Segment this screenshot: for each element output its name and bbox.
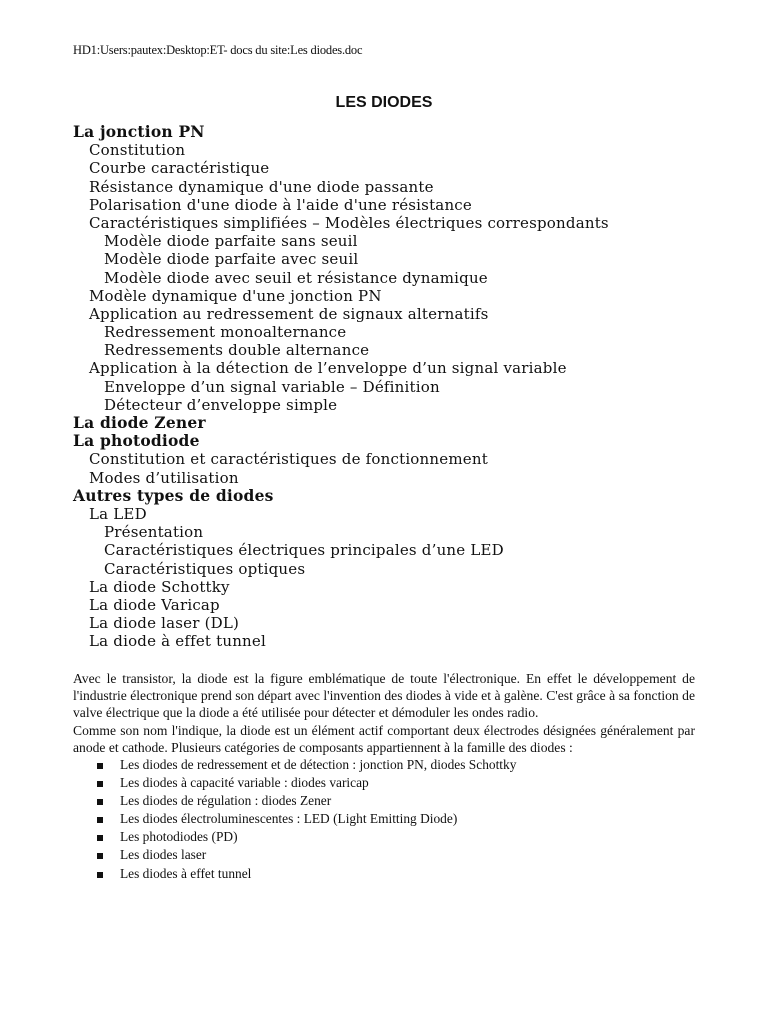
list-item-text: Les photodiodes (PD): [120, 829, 238, 845]
list-item: [73, 810, 695, 828]
list-item-text: Les diodes à effet tunnel: [120, 865, 252, 881]
square-bullet-icon: [97, 781, 103, 787]
toc-item: La LED: [89, 504, 147, 523]
toc-item: Détecteur d’enveloppe simple: [104, 395, 338, 414]
toc-heading: Autres types de diodes: [73, 485, 274, 505]
body-text: [73, 670, 695, 883]
list-item: [73, 792, 695, 810]
square-bullet-icon: [97, 763, 103, 769]
file-path-header: HD1:Users:pautex:Desktop:ET- docs du site:Les diodes.doc: [73, 43, 363, 57]
toc-item: Modèle diode avec seuil et résistance dynamique: [104, 268, 488, 287]
list-item: [73, 846, 695, 864]
toc-item: Redressement monoalternance: [104, 323, 347, 342]
toc-item: Présentation: [104, 523, 204, 542]
list-item-text: Les diodes de régulation : diodes Zener: [120, 793, 332, 809]
diode-categories-list: [73, 756, 695, 883]
toc-heading: La diode Zener: [73, 413, 206, 432]
toc-item: Modèle dynamique d'une jonction PN: [89, 286, 382, 305]
toc-item: Caractéristiques optiques: [104, 559, 306, 578]
square-bullet-icon: [97, 799, 103, 805]
toc-item: Redressements double alternance: [104, 341, 370, 360]
toc-item: Application au redressement de signaux alternatifs: [89, 304, 489, 323]
toc-item: Modèle diode parfaite avec seuil: [104, 250, 359, 269]
square-bullet-icon: [97, 835, 103, 841]
square-bullet-icon: [97, 853, 103, 859]
list-item-text: Les diodes électroluminescentes : LED (Light Emitting Diode): [120, 811, 458, 827]
list-item-text: Les diodes de redressement et de détection : jonction PN, diodes Schottky: [120, 757, 517, 773]
list-item: [73, 865, 695, 883]
toc-item: La diode à effet tunnel: [89, 632, 266, 651]
toc-item: Constitution: [89, 141, 186, 160]
list-item-text: Les diodes à capacité variable : diodes varicap: [120, 775, 369, 791]
toc-item: La diode Schottky: [89, 577, 230, 596]
paragraph-intro: Avec le transistor, la diode est la figure emblématique de toute l'électronique. En effet le développement de l'industrie électronique prend son départ avec l'invention des diodes à vide et à galène. C'est grâce à sa fonction de valve électrique que la diode a été utilisée pour détecter et démoduler les ondes radio.: [73, 671, 695, 721]
toc-item: La diode Varicap: [89, 595, 220, 614]
table-of-contents: [73, 123, 693, 650]
list-item: [73, 756, 695, 774]
toc-heading: La photodiode: [73, 431, 200, 451]
toc-item: Caractéristiques simplifiées – Modèles électriques correspondants: [89, 213, 609, 232]
list-item: [73, 774, 695, 792]
toc-item: Modes d’utilisation: [89, 468, 239, 487]
toc-item: Courbe caractéristique: [89, 159, 270, 178]
toc-item: Résistance dynamique d'une diode passante: [89, 177, 434, 196]
toc-item: Caractéristiques électriques principales d’une LED: [104, 541, 504, 560]
toc-item: Enveloppe d’un signal variable – Définition: [104, 377, 440, 396]
list-item: [73, 828, 695, 846]
toc-item: La diode laser (DL): [89, 614, 240, 633]
toc-item: Application à la détection de l’enveloppe d’un signal variable: [89, 359, 567, 378]
list-item-text: Les diodes laser: [120, 847, 207, 863]
paragraph-definition: Comme son nom l'indique, la diode est un élément actif comportant deux électrodes désignées généralement par anode et cathode. Plusieurs catégories de composants appartiennent à la famille des diodes :: [73, 722, 695, 755]
toc-heading: La jonction PN: [73, 122, 205, 141]
toc-item: Constitution et caractéristiques de fonctionnement: [89, 450, 488, 469]
toc-item: Polarisation d'une diode à l'aide d'une résistance: [89, 195, 472, 214]
toc-item: Modèle diode parfaite sans seuil: [104, 232, 358, 251]
page-title: LES DIODES: [335, 94, 433, 111]
square-bullet-icon: [97, 872, 103, 878]
square-bullet-icon: [97, 817, 103, 823]
